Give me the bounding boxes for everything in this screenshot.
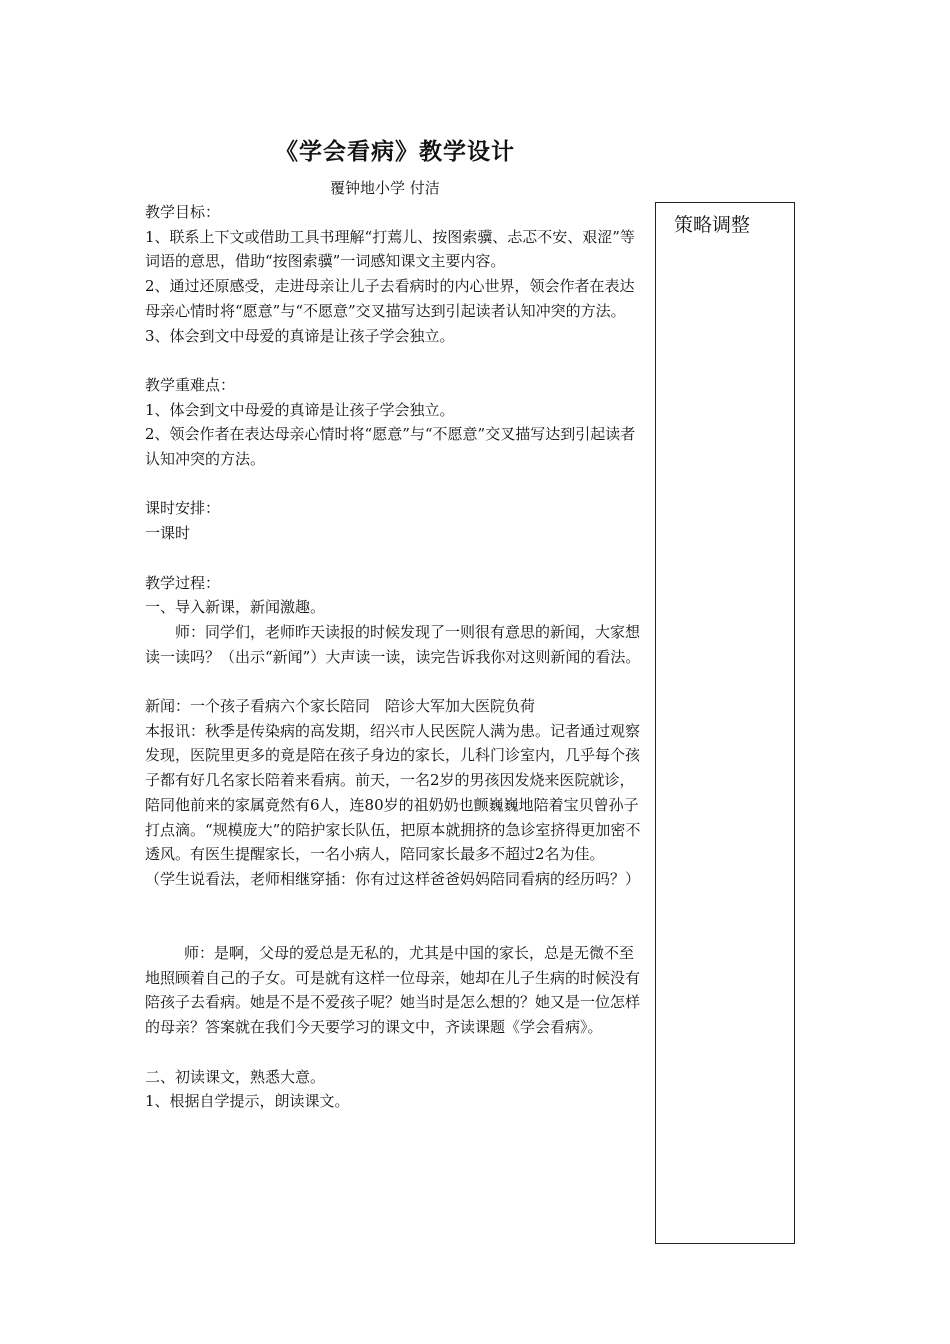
paragraph: 一课时 — [145, 524, 191, 543]
blank-line — [145, 472, 645, 497]
blank-line — [145, 348, 645, 373]
paragraph: 1、联系上下文或借助工具书理解“打蔫儿、按图索骥、忐忑不安、艰涩”等词语的意思，借助“按图索骥”一词感知课文主要内容。 — [145, 227, 635, 271]
paragraph: 一、导入新课，新闻激趣。 — [145, 598, 326, 617]
paragraph: 师：同学们，老师昨天读报的时候发现了一则很有意思的新闻，大家想读一读吗？（出示“新闻”）大声读一读，读完告诉我你对这则新闻的看法。 — [145, 622, 641, 666]
author-line: 覆钟地小学 付洁 — [330, 179, 440, 197]
paragraph: 2、领会作者在表达母亲心情时将“愿意”与“不愿意”交叉描写达到引起读者认知冲突的方法。 — [145, 425, 636, 469]
paragraph: 3、体会到文中母爱的真谛是让孩子学会独立。 — [145, 326, 455, 345]
blank-line — [145, 669, 645, 694]
blank-line — [145, 892, 645, 917]
lesson-plan-body — [145, 200, 645, 1114]
paragraph: 1、根据自学提示，朗读课文。 — [145, 1092, 350, 1111]
paragraph: 二、初读课文，熟悉大意。 — [145, 1067, 326, 1086]
paragraph: 师：是啊，父母的爱总是无私的，尤其是中国的家长，总是无微不至地照顾着自己的子女。可是就有这样一位母亲，她却在儿子生病的时候没有陪孩子去看病。她是不是不爱孩子呢？她当时是怎么想的？她又是一位怎样的母亲？答案就在我们今天要学习的课文中，齐读课题《学会看病》。 — [145, 944, 641, 1037]
blank-line — [145, 916, 645, 941]
paragraph: 课时安排： — [145, 499, 221, 518]
side-heading: 策略调整 — [674, 214, 751, 236]
document-title: 《学会看病》教学设计 — [275, 139, 515, 165]
news-body: 本报讯：秋季是传染病的高发期，绍兴市人民医院人满为患。记者通过观察发现，医院里更多的竟是陪在孩子身边的家长，儿科门诊室内，几乎每个孩子都有好几名家长陪着来看病。前天，一名2岁的男孩因发烧来医院就诊，陪同他前来的家属竟然有6人，连80岁的祖奶奶也颤巍巍地陪着宝贝曾孙子打点滴。“规模庞大”的陪护家长队伍，把原本就拥挤的急诊室挤得更加密不透风。有医生提醒家长，一名小病人，陪同家长最多不超过2名为佳。 — [145, 721, 641, 864]
paragraph: 1、体会到文中母爱的真谛是让孩子学会独立。 — [145, 400, 455, 419]
news-headline: 新闻：一个孩子看病六个家长陪同 陪诊大军加大医院负荷 — [145, 697, 536, 715]
paragraph: 2、通过还原感受，走进母亲让儿子去看病时的内心世界，领会作者在表达母亲心情时将“愿意”与“不愿意”交叉描写达到引起读者认知冲突的方法。 — [145, 277, 635, 320]
paragraph: 教学目标： — [145, 203, 221, 221]
blank-line — [145, 1040, 645, 1065]
paragraph: 教学过程： — [145, 573, 221, 592]
strategy-adjustment-column — [655, 202, 795, 1244]
paragraph: （学生说看法，老师相继穿插：你有过这样爸爸妈妈陪同看病的经历吗？） — [145, 869, 641, 888]
paragraph: 教学重难点： — [145, 375, 236, 394]
blank-line — [145, 546, 645, 571]
